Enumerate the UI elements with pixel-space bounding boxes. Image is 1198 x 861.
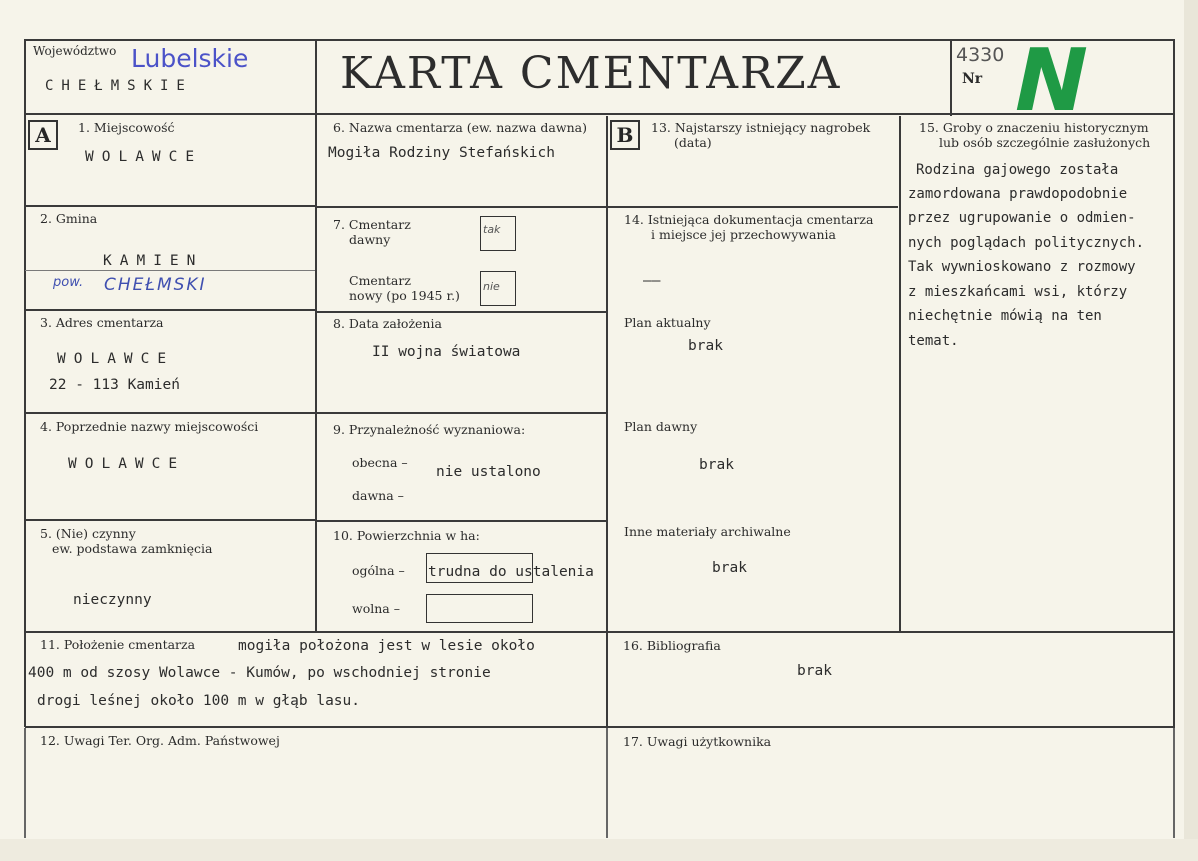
f4-label: 4. Poprzednie nazwy miejscowości (40, 419, 259, 434)
powiat-value: CHEŁMSKIE (45, 78, 193, 94)
f10-label: 10. Powierzchnia w ha: (333, 528, 480, 543)
f6-label: 6. Nazwa cmentarza (ew. nazwa dawna) (333, 120, 587, 135)
frame-top (25, 39, 1175, 41)
f3-line2: 22 - 113 Kamień (49, 377, 180, 393)
f1-label: 1. Miejscowość (78, 120, 175, 135)
col-divider-1 (315, 116, 317, 631)
lower-mid-line (25, 726, 1175, 728)
f9-obecna-label: obecna – (352, 455, 408, 470)
f11-line1: mogiła położona jest w lesie około (238, 638, 535, 654)
f10-ogolna-label: ogólna – (352, 563, 405, 578)
f13-label-2: (data) (674, 135, 712, 150)
frame-right (1173, 39, 1175, 727)
section-a-letter: A (28, 120, 58, 150)
f17-label: 17. Uwagi użytkownika (623, 734, 772, 749)
f5-value: nieczynny (73, 592, 152, 608)
f7-box1-value: tak (483, 223, 501, 236)
bottom-divider (606, 728, 608, 838)
f7-label-2: dawny (349, 232, 391, 247)
f5-label-1: 5. (Nie) czynny (40, 526, 136, 541)
header-bottom-line (25, 113, 1175, 115)
nr-label: Nr (962, 71, 983, 87)
f14-label-2: i miejsce jej przechowywania (651, 227, 836, 242)
plan-aktualny-value: brak (688, 338, 723, 354)
inne-value: brak (712, 560, 747, 576)
m-line-2 (317, 311, 606, 313)
m-line-3 (317, 412, 606, 414)
bottom-left-edge (24, 728, 26, 838)
f15-line-7: temat. (908, 333, 959, 349)
f2-hand-value: CHEŁMSKI (104, 275, 207, 295)
f15-label-2: lub osób szczególnie zasłużonych (939, 135, 1151, 150)
col-divider-3 (899, 116, 901, 631)
wojewodztwo-stamp: Lubelskie (131, 44, 249, 73)
f15-line-4: Tak wywnioskowano z rozmowy (908, 259, 1136, 275)
green-n-mark: N (1004, 31, 1098, 131)
f7-label-3: Cmentarz (349, 273, 411, 288)
plan-dawny-label: Plan dawny (624, 419, 698, 434)
b-line-1 (608, 206, 898, 208)
f2-value: KAMIEN (103, 253, 204, 269)
header-divider-1 (315, 39, 317, 116)
section-b-letter: B (610, 120, 640, 150)
f4-value: WOLAWCE (68, 456, 186, 472)
f15-line-3: nych poglądach politycznych. (908, 235, 1145, 251)
f14-label-1: 14. Istniejąca dokumentacja cmentarza (624, 212, 874, 227)
page-title: KARTA CMENTARZA (340, 48, 842, 99)
f14-dash: —— (643, 273, 661, 289)
lower-top-line (25, 631, 1175, 633)
a-line-3 (25, 412, 315, 414)
f2-hand-prefix: pow. (53, 275, 84, 290)
f7-label-4: nowy (po 1945 r.) (349, 288, 460, 303)
header-divider-2 (950, 39, 952, 116)
frame-left (24, 39, 26, 727)
f15-line-1: zamordowana prawdopodobnie (908, 186, 1128, 202)
card-edge-bottom (0, 839, 1198, 861)
a-line-2 (25, 309, 315, 311)
f15-line-5: z mieszkańcami wsi, którzy (908, 284, 1128, 300)
f13-label-1: 13. Najstarszy istniejący nagrobek (651, 120, 871, 135)
f15-line-6: niechętnie mówią na ten (908, 308, 1102, 324)
f10-wolna-label: wolna – (352, 601, 400, 616)
plan-dawny-value: brak (699, 457, 734, 473)
f11-line3: drogi leśnej około 100 m w głąb lasu. (37, 693, 361, 709)
wojewodztwo-label: Województwo (33, 44, 117, 58)
f8-value: II wojna światowa (372, 344, 521, 360)
f3-label: 3. Adres cmentarza (40, 315, 164, 330)
a-line-1 (25, 205, 315, 207)
m-line-1 (317, 206, 606, 208)
f3-line1: WOLAWCE (57, 351, 175, 367)
card-edge-right (1184, 0, 1198, 861)
plan-aktualny-label: Plan aktualny (624, 315, 711, 330)
f15-label-1: 15. Groby o znaczeniu historycznym (919, 120, 1149, 135)
f9-label: 9. Przynależność wyznaniowa: (333, 422, 526, 437)
f8-label: 8. Data założenia (333, 316, 442, 331)
nr-value: 4330 (956, 44, 1005, 66)
inne-label: Inne materiały archiwalne (624, 524, 791, 539)
f12-label: 12. Uwagi Ter. Org. Adm. Państwowej (40, 733, 280, 748)
f7-box2-value: nie (483, 280, 500, 293)
f11-line2: 400 m od szosy Wolawce - Kumów, po wschodniej stronie (28, 665, 491, 681)
f2-label: 2. Gmina (40, 211, 98, 226)
m-line-4 (317, 520, 606, 522)
f1-value: WOLAWCE (85, 149, 203, 165)
f7-label-1: 7. Cmentarz (333, 217, 411, 232)
f15-line-2: przez ugrupowanie o odmien- (908, 210, 1136, 226)
f2-underline (25, 270, 315, 271)
f15-line-0: Rodzina gajowego została (916, 162, 1119, 178)
f5-label-2: ew. podstawa zamknięcia (52, 541, 213, 556)
f16-value: brak (797, 663, 832, 679)
bottom-right-edge (1173, 728, 1175, 838)
f10-wolna-box (426, 594, 533, 623)
f9-value: nie ustalono (436, 464, 541, 480)
f9-dawna-label: dawna – (352, 488, 404, 503)
f6-value: Mogiła Rodziny Stefańskich (328, 145, 555, 161)
f16-label: 16. Bibliografia (623, 638, 721, 653)
f11-label: 11. Położenie cmentarza (40, 637, 196, 652)
f10-value: trudna do ustalenia (428, 564, 594, 580)
a-line-4 (25, 519, 315, 521)
